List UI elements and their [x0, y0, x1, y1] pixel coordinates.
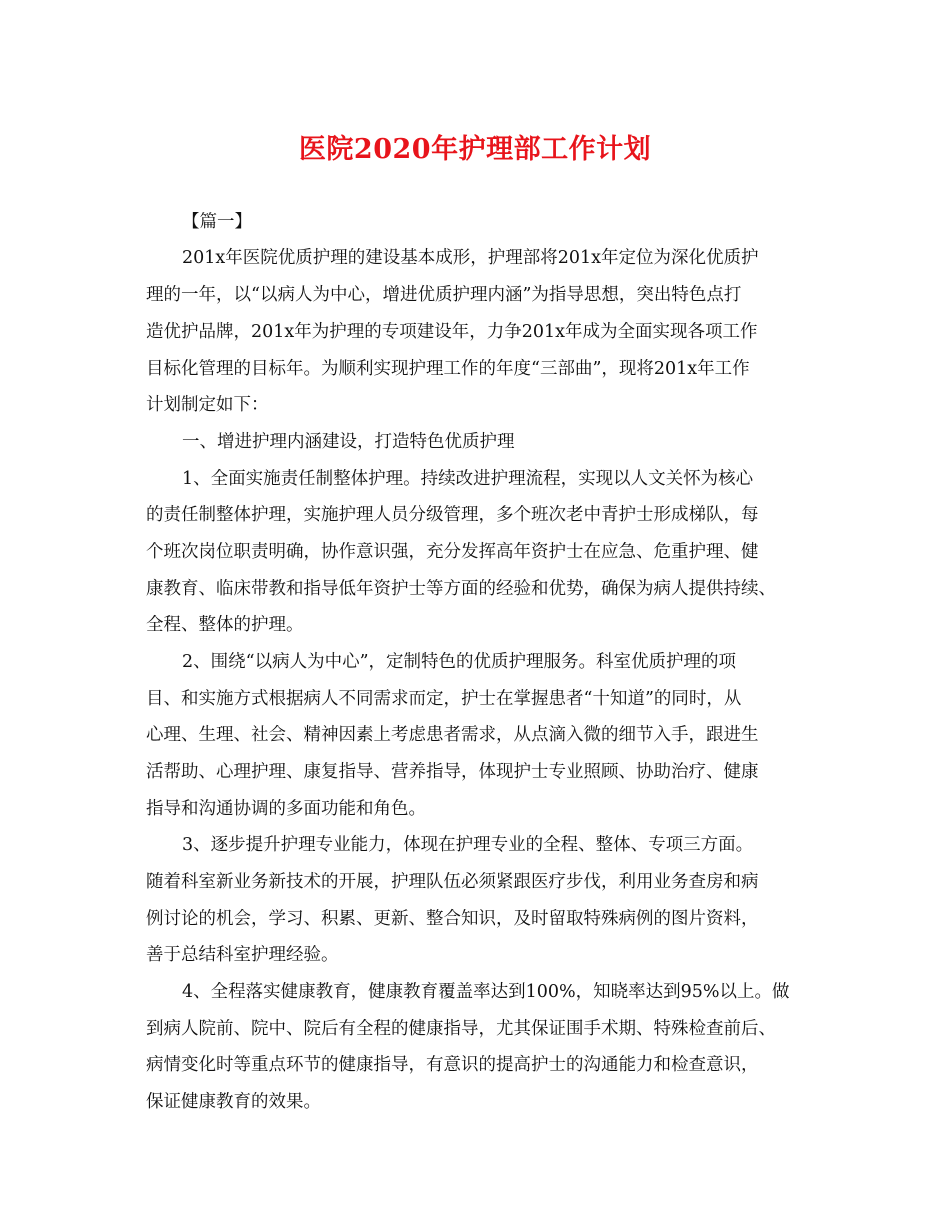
paragraph-line: 指导和沟通协调的多面功能和角色。 [146, 799, 426, 819]
paragraph-line: 2、围绕“以病人为中心”，定制特色的优质护理服务。科室优质护理的项 [182, 652, 737, 672]
paragraph-line: 201x年医院优质护理的建设基本成形，护理部将201x年定位为深化优质护 [182, 248, 759, 268]
paragraph-line: 全程、整体的护理。 [146, 615, 304, 635]
paragraph-line: 例讨论的机会，学习、积累、更新、整合知识，及时留取特殊病例的图片资料， [146, 909, 759, 929]
paragraph-line: 目、和实施方式根据病人不同需求而定，护士在掌握患者“十知道”的同时，从 [146, 689, 742, 709]
section-heading: 一、增进护理内涵建设，打造特色优质护理 [182, 432, 515, 452]
paragraph-line: 心理、生理、社会、精神因素上考虑患者需求，从点滴入微的细节入手，跟进生 [146, 725, 759, 745]
paragraph-line: 造优护品牌，201x年为护理的专项建设年，力争201x年成为全面实现各项工作 [146, 322, 758, 342]
section-label: 【篇一】 [182, 212, 252, 232]
paragraph-line: 病情变化时等重点环节的健康指导，有意识的提高护士的沟通能力和检查意识， [146, 1055, 759, 1075]
paragraph-line: 随着科室新业务新技术的开展，护理队伍必须紧跟医疗步伐，利用业务查房和病 [146, 872, 759, 892]
paragraph-line: 保证健康教育的效果。 [146, 1092, 321, 1112]
paragraph-line: 的责任制整体护理，实施护理人员分级管理，多个班次老中青护士形成梯队，每 [146, 505, 759, 525]
paragraph-line: 计划制定如下： [146, 395, 269, 415]
paragraph-line: 3、逐步提升护理专业能力，体现在护理专业的全程、整体、专项三方面。 [182, 835, 754, 855]
paragraph-line: 康教育、临床带教和指导低年资护士等方面的经验和优势，确保为病人提供持续、 [146, 579, 776, 599]
paragraph-line: 1、全面实施责任制整体护理。持续改进护理流程，实现以人文关怀为核心 [182, 469, 754, 489]
document-title: 医院2020年护理部工作计划 [298, 134, 652, 165]
paragraph-line: 活帮助、心理护理、康复指导、营养指导，体现护士专业照顾、协助治疗、健康 [146, 762, 759, 782]
paragraph-line: 4、全程落实健康教育，健康教育覆盖率达到100%，知晓率达到95%以上。做 [182, 982, 790, 1002]
paragraph-line: 个班次岗位职责明确，协作意识强，充分发挥高年资护士在应急、危重护理、健 [146, 542, 759, 562]
paragraph-line: 善于总结科室护理经验。 [146, 945, 339, 965]
paragraph-line: 理的一年，以“以病人为中心，增进优质护理内涵”为指导思想，突出特色点打 [146, 285, 742, 305]
paragraph-line: 目标化管理的目标年。为顺利实现护理工作的年度“三部曲”，现将201x年工作 [146, 359, 750, 379]
paragraph-line: 到病人院前、院中、院后有全程的健康指导，尤其保证围手术期、特殊检查前后、 [146, 1019, 776, 1039]
